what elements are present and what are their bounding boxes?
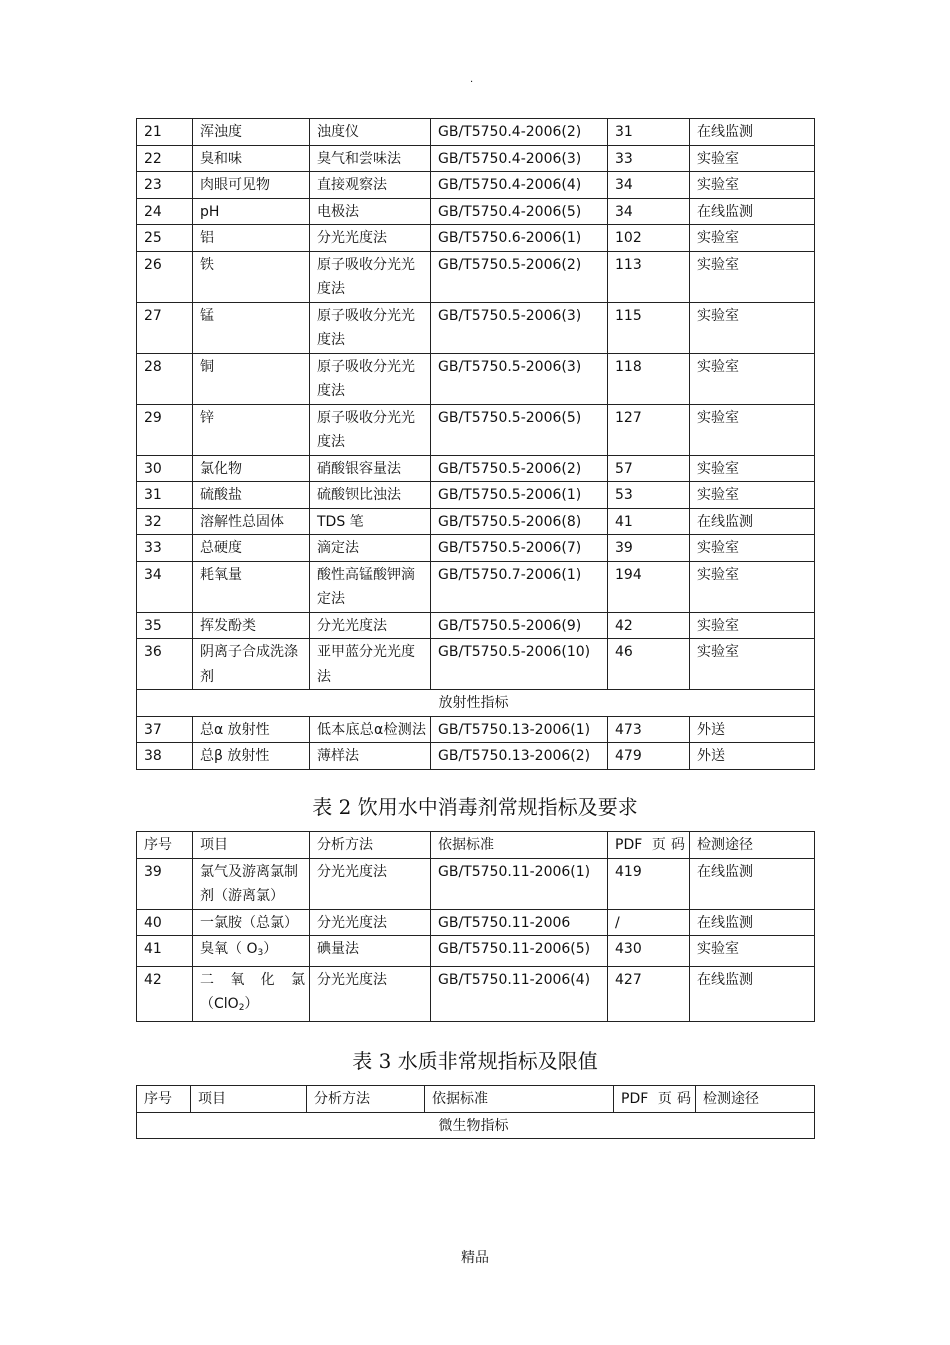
row-item: 氯化物 — [193, 455, 310, 482]
row-page: 127 — [608, 404, 690, 455]
row-page: 34 — [608, 172, 690, 199]
item-formula — [200, 992, 305, 1021]
col-header-standard: 依据标准 — [431, 832, 608, 859]
table-row — [137, 172, 815, 199]
row-route: 外送 — [690, 716, 815, 743]
row-standard: GB/T5750.11-2006(4) — [431, 966, 608, 1021]
table-row — [137, 743, 815, 770]
row-standard: GB/T5750.4-2006(3) — [431, 145, 608, 172]
row-item: 总α 放射性 — [193, 716, 310, 743]
row-standard: GB/T5750.5-2006(10) — [431, 639, 608, 690]
row-item: 硫酸盐 — [193, 482, 310, 509]
row-standard: GB/T5750.7-2006(1) — [431, 561, 608, 612]
row-standard: GB/T5750.5-2006(1) — [431, 482, 608, 509]
row-route: 实验室 — [690, 455, 815, 482]
formula-subscript: 2 — [238, 1003, 245, 1013]
row-method: 原子吸收分光光度法 — [310, 404, 431, 455]
row-item: 耗氧量 — [193, 561, 310, 612]
row-standard: GB/T5750.4-2006(4) — [431, 172, 608, 199]
row-page: 102 — [608, 225, 690, 252]
row-method: 直接观察法 — [310, 172, 431, 199]
row-standard: GB/T5750.11-2006(1) — [431, 858, 608, 909]
row-item: 铜 — [193, 353, 310, 404]
row-page: / — [608, 909, 690, 936]
table-row — [137, 404, 815, 455]
formula-text: （ClO — [200, 996, 239, 1012]
row-item: 锰 — [193, 302, 310, 353]
row-page: 427 — [608, 966, 690, 1021]
row-standard: GB/T5750.5-2006(3) — [431, 302, 608, 353]
section-row — [137, 690, 815, 717]
col-header-page: PDF 页码 — [608, 832, 690, 859]
col-header-standard: 依据标准 — [425, 1086, 614, 1113]
row-standard: GB/T5750.11-2006 — [431, 909, 608, 936]
table-2-header-row — [137, 832, 815, 859]
col-header-no: 序号 — [137, 1086, 191, 1113]
row-no: 36 — [137, 639, 193, 690]
row-method: 碘量法 — [310, 936, 431, 967]
row-page: 419 — [608, 858, 690, 909]
row-method: 原子吸收分光光度法 — [310, 302, 431, 353]
row-route: 在线监测 — [690, 508, 815, 535]
row-page: 113 — [608, 251, 690, 302]
table-row — [137, 535, 815, 562]
table-2-caption: 表 2 饮用水中消毒剂常规指标及要求 — [312, 795, 638, 819]
row-standard: GB/T5750.11-2006(5) — [431, 936, 608, 967]
col-header-route: 检测途径 — [690, 832, 815, 859]
row-standard: GB/T5750.5-2006(3) — [431, 353, 608, 404]
row-no: 22 — [137, 145, 193, 172]
row-no: 25 — [137, 225, 193, 252]
row-page: 41 — [608, 508, 690, 535]
row-no: 40 — [137, 909, 193, 936]
row-route: 实验室 — [690, 225, 815, 252]
col-header-method: 分析方法 — [307, 1086, 425, 1113]
row-item: 挥发酚类 — [193, 612, 310, 639]
section-label: 放射性指标 — [137, 690, 815, 717]
row-page: 479 — [608, 743, 690, 770]
row-page: 46 — [608, 639, 690, 690]
row-page: 194 — [608, 561, 690, 612]
table-row — [137, 612, 815, 639]
row-page: 39 — [608, 535, 690, 562]
item-tail: ） — [263, 941, 278, 957]
row-method: 浊度仪 — [310, 119, 431, 146]
row-standard: GB/T5750.4-2006(2) — [431, 119, 608, 146]
col-header-method: 分析方法 — [310, 832, 431, 859]
table-row — [137, 858, 815, 909]
footer-text: 精品 — [461, 1250, 489, 1266]
row-route: 在线监测 — [690, 119, 815, 146]
row-no: 23 — [137, 172, 193, 199]
row-route: 实验室 — [690, 936, 815, 967]
row-route: 在线监测 — [690, 198, 815, 225]
table-row — [137, 482, 815, 509]
item-text: 二氧化氯 — [200, 971, 305, 988]
row-item: 总β 放射性 — [193, 743, 310, 770]
row-standard: GB/T5750.6-2006(1) — [431, 225, 608, 252]
row-route: 实验室 — [690, 353, 815, 404]
row-method: 臭气和尝味法 — [310, 145, 431, 172]
table-row — [137, 198, 815, 225]
row-page: 57 — [608, 455, 690, 482]
row-standard: GB/T5750.4-2006(5) — [431, 198, 608, 225]
row-method: 分光光度法 — [310, 909, 431, 936]
row-route: 在线监测 — [690, 966, 815, 1021]
row-page: 33 — [608, 145, 690, 172]
row-no: 31 — [137, 482, 193, 509]
row-standard: GB/T5750.13-2006(1) — [431, 716, 608, 743]
row-item: 浑浊度 — [193, 119, 310, 146]
row-standard: GB/T5750.5-2006(5) — [431, 404, 608, 455]
row-no: 41 — [137, 936, 193, 967]
row-no: 32 — [137, 508, 193, 535]
row-item: 氯气及游离氯制剂（游离氯） — [193, 858, 310, 909]
row-no: 27 — [137, 302, 193, 353]
row-route: 实验室 — [690, 145, 815, 172]
row-standard: GB/T5750.5-2006(8) — [431, 508, 608, 535]
row-no: 28 — [137, 353, 193, 404]
table-row — [137, 909, 815, 936]
row-method: 分光光度法 — [310, 966, 431, 1021]
table-row — [137, 119, 815, 146]
row-route: 实验室 — [690, 561, 815, 612]
item-text: 臭氧（ O — [200, 941, 258, 957]
row-method: 分光光度法 — [310, 225, 431, 252]
col-header-no: 序号 — [137, 832, 193, 859]
row-no: 39 — [137, 858, 193, 909]
row-method: 分光光度法 — [310, 612, 431, 639]
row-no: 26 — [137, 251, 193, 302]
row-route: 在线监测 — [690, 858, 815, 909]
section-row — [137, 1112, 815, 1139]
row-method: 酸性高锰酸钾滴定法 — [310, 561, 431, 612]
table-row — [137, 936, 815, 967]
row-method: 原子吸收分光光度法 — [310, 251, 431, 302]
row-standard: GB/T5750.5-2006(9) — [431, 612, 608, 639]
row-item: 阴离子合成洗涤剂 — [193, 639, 310, 690]
row-item — [193, 966, 310, 1021]
row-route: 实验室 — [690, 639, 815, 690]
row-item: 臭和味 — [193, 145, 310, 172]
row-item: 总硬度 — [193, 535, 310, 562]
row-page: 42 — [608, 612, 690, 639]
col-header-page: PDF 页码 — [614, 1086, 696, 1113]
row-page: 118 — [608, 353, 690, 404]
col-header-item: 项目 — [191, 1086, 307, 1113]
row-standard: GB/T5750.5-2006(2) — [431, 455, 608, 482]
table-3 — [136, 1085, 815, 1139]
row-method: 薄样法 — [310, 743, 431, 770]
row-standard: GB/T5750.5-2006(7) — [431, 535, 608, 562]
row-item: 锌 — [193, 404, 310, 455]
row-no: 38 — [137, 743, 193, 770]
row-route: 外送 — [690, 743, 815, 770]
table-row — [137, 251, 815, 302]
row-method: 硝酸银容量法 — [310, 455, 431, 482]
table-row — [137, 455, 815, 482]
table-row — [137, 966, 815, 1021]
row-no: 29 — [137, 404, 193, 455]
row-route: 实验室 — [690, 535, 815, 562]
table-row — [137, 225, 815, 252]
row-route: 实验室 — [690, 302, 815, 353]
row-item: 肉眼可见物 — [193, 172, 310, 199]
table-1 — [136, 118, 815, 770]
row-standard: GB/T5750.13-2006(2) — [431, 743, 608, 770]
row-no: 24 — [137, 198, 193, 225]
table-2 — [136, 831, 815, 1022]
row-route: 实验室 — [690, 404, 815, 455]
row-method: 亚甲蓝分光光度法 — [310, 639, 431, 690]
row-no: 33 — [137, 535, 193, 562]
row-route: 实验室 — [690, 172, 815, 199]
row-no: 30 — [137, 455, 193, 482]
table-row — [137, 302, 815, 353]
table-3-caption: 表 3 水质非常规指标及限值 — [352, 1049, 598, 1073]
row-no: 34 — [137, 561, 193, 612]
row-page: 53 — [608, 482, 690, 509]
formula-tail: ） — [244, 996, 259, 1012]
col-header-item: 项目 — [193, 832, 310, 859]
table-row — [137, 508, 815, 535]
table-row — [137, 561, 815, 612]
row-page: 34 — [608, 198, 690, 225]
row-no: 37 — [137, 716, 193, 743]
row-page: 31 — [608, 119, 690, 146]
table-row — [137, 639, 815, 690]
row-route: 实验室 — [690, 612, 815, 639]
row-no: 42 — [137, 966, 193, 1021]
row-route: 在线监测 — [690, 909, 815, 936]
row-method: 分光光度法 — [310, 858, 431, 909]
section-label: 微生物指标 — [137, 1112, 815, 1139]
row-route: 实验室 — [690, 482, 815, 509]
header-mark: . — [470, 74, 474, 85]
row-method: 硫酸钡比浊法 — [310, 482, 431, 509]
row-method: 滴定法 — [310, 535, 431, 562]
row-no: 35 — [137, 612, 193, 639]
row-no: 21 — [137, 119, 193, 146]
col-header-route: 检测途径 — [696, 1086, 815, 1113]
row-item: 一氯胺（总氯） — [193, 909, 310, 936]
table-3-header-row — [137, 1086, 815, 1113]
row-standard: GB/T5750.5-2006(2) — [431, 251, 608, 302]
row-page: 115 — [608, 302, 690, 353]
row-method: 电极法 — [310, 198, 431, 225]
row-item: pH — [193, 198, 310, 225]
row-item — [193, 936, 310, 967]
row-method: TDS 笔 — [310, 508, 431, 535]
table-1-body — [137, 119, 815, 770]
row-method: 低本底总α检测法 — [310, 716, 431, 743]
table-row — [137, 716, 815, 743]
item-subscript: 3 — [257, 948, 264, 958]
row-page: 430 — [608, 936, 690, 967]
row-route: 实验室 — [690, 251, 815, 302]
table-row — [137, 353, 815, 404]
row-item: 铝 — [193, 225, 310, 252]
row-page: 473 — [608, 716, 690, 743]
row-item: 铁 — [193, 251, 310, 302]
row-item: 溶解性总固体 — [193, 508, 310, 535]
row-method: 原子吸收分光光度法 — [310, 353, 431, 404]
table-row — [137, 145, 815, 172]
